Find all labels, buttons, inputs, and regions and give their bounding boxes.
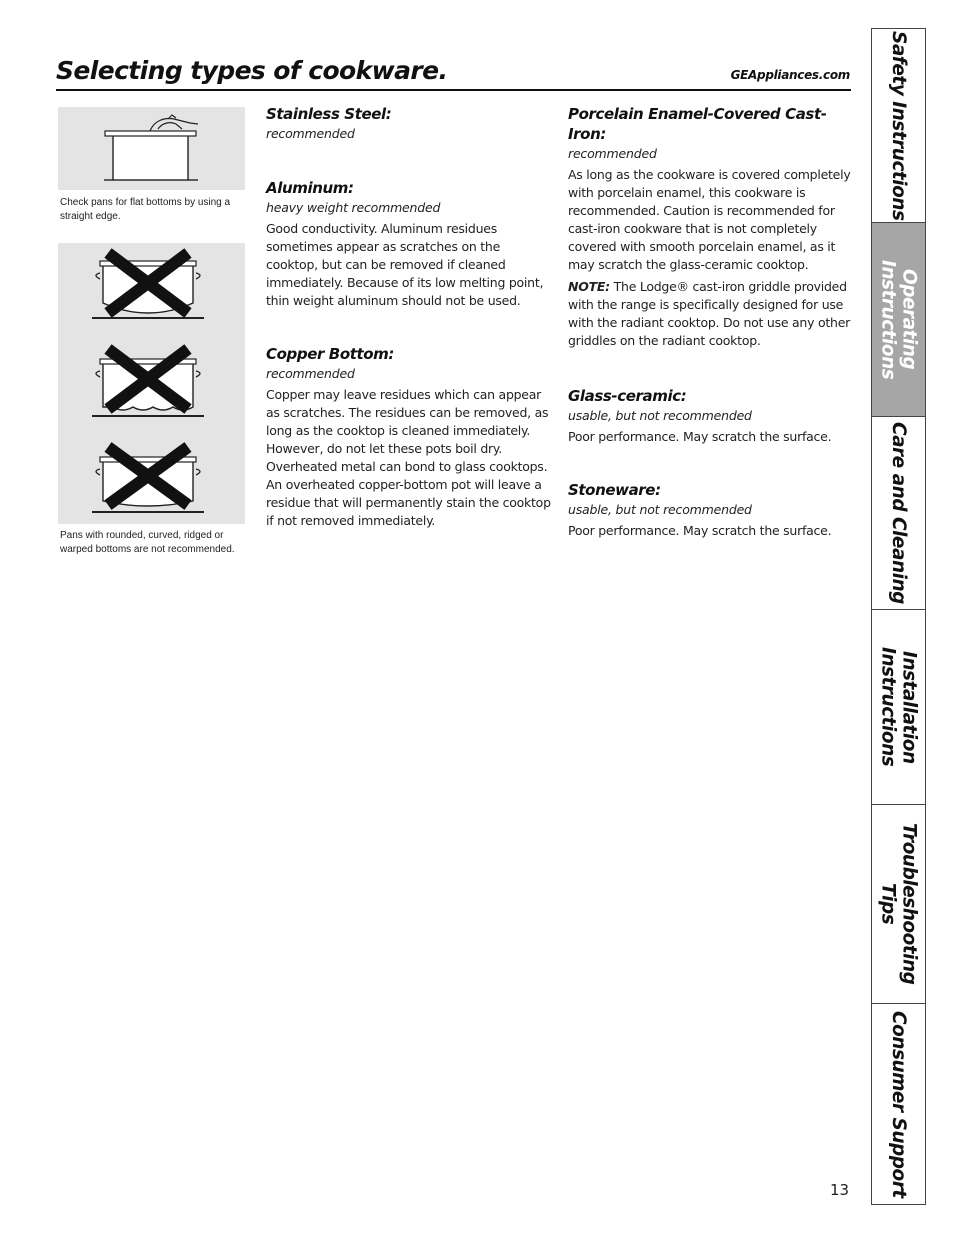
tab-label: Troubleshooting Tips (877, 823, 920, 985)
section-heading: Copper Bottom: (266, 345, 394, 363)
section-stoneware (568, 480, 853, 540)
section-porcelain-enamel (568, 104, 853, 350)
tab-label: Installation Instructions (877, 647, 920, 767)
site-url[interactable]: GEAppliances.com (730, 68, 850, 82)
right-column (568, 104, 853, 564)
section-body: As long as the cookware is covered completely with porcelain enamel, this cookware is recommended. Caution is recommended for cast-iron cookware that is not completely covered with smooth porcelain enamel, as it may scratch the glass-ceramic cooktop. (568, 167, 851, 272)
bad-pans-illustration (58, 243, 245, 524)
section-rating: recommended (266, 126, 355, 141)
tab-consumer-support[interactable] (872, 1004, 925, 1204)
section-heading: Stoneware: (568, 481, 661, 499)
middle-column (266, 104, 552, 554)
section-aluminum (266, 178, 552, 310)
section-heading: Glass-ceramic: (568, 387, 687, 405)
title-divider (56, 89, 851, 91)
section-body: Good conductivity. Aluminum residues sometimes appear as scratches on the cooktop, but can be removed if cleaned immediately. Because of its low melting point, thin weight aluminum should not be used. (266, 221, 544, 308)
tab-label: Operating Instructions (877, 259, 920, 380)
rounded-bottom-pan-icon (92, 253, 204, 318)
tab-label: Consumer Support (888, 1010, 909, 1198)
section-rating: recommended (568, 146, 657, 161)
section-heading: Aluminum: (266, 179, 354, 197)
flat-bottom-illustration (58, 107, 245, 190)
crossed-out-pans-icon (58, 243, 245, 524)
tab-care-and-cleaning[interactable] (872, 417, 925, 610)
note-body: The Lodge® cast-iron griddle provided with the range is specifically designed for use with the radiant cooktop. Do not use any other griddles on the radiant cooktop. (568, 279, 851, 348)
tab-installation-instructions[interactable] (872, 610, 925, 805)
section-copper-bottom (266, 344, 552, 530)
section-stainless-steel (266, 104, 552, 144)
tab-safety-instructions[interactable] (872, 29, 925, 223)
section-rating: heavy weight recommended (266, 200, 441, 215)
tab-operating-instructions[interactable] (872, 223, 925, 417)
section-rating: usable, but not recommended (568, 408, 752, 423)
section-heading: Porcelain Enamel-Covered Cast-Iron: (568, 105, 827, 143)
section-rating: usable, but not recommended (568, 502, 752, 517)
flat-bottom-caption: Check pans for flat bottoms by using a straight edge. (60, 197, 231, 222)
tab-label: Safety Instructions (888, 30, 909, 221)
ridged-bottom-pan-icon (92, 349, 204, 416)
tab-label: Care and Cleaning (888, 422, 909, 604)
section-body: Copper may leave residues which can appear as scratches. The residues can be removed, as long as the cooktop is cleaned immediately. However, do not let these pots boil dry. Overheated metal can bond to glass cooktops. An overheated copper-bottom pot will leave a residue that will permanently stain the cooktop if not removed immediately. (266, 387, 551, 528)
section-rating: recommended (266, 366, 355, 381)
section-tabs (871, 28, 926, 1205)
page-title: Selecting types of cookware. (56, 56, 448, 85)
section-body: Poor performance. May scratch the surface. (568, 429, 832, 444)
warped-bottom-pan-icon (92, 447, 204, 512)
section-heading: Stainless Steel: (266, 105, 392, 123)
bad-pans-caption: Pans with rounded, curved, ridged or warped bottoms are not recommended. (60, 530, 235, 555)
section-glass-ceramic (568, 386, 853, 446)
straight-edge-pan-icon (58, 107, 245, 190)
tab-troubleshooting-tips[interactable] (872, 805, 925, 1004)
page-number: 13 (830, 1181, 850, 1199)
note-label: NOTE: (568, 279, 610, 294)
section-note (568, 278, 853, 350)
section-body: Poor performance. May scratch the surface. (568, 523, 832, 538)
